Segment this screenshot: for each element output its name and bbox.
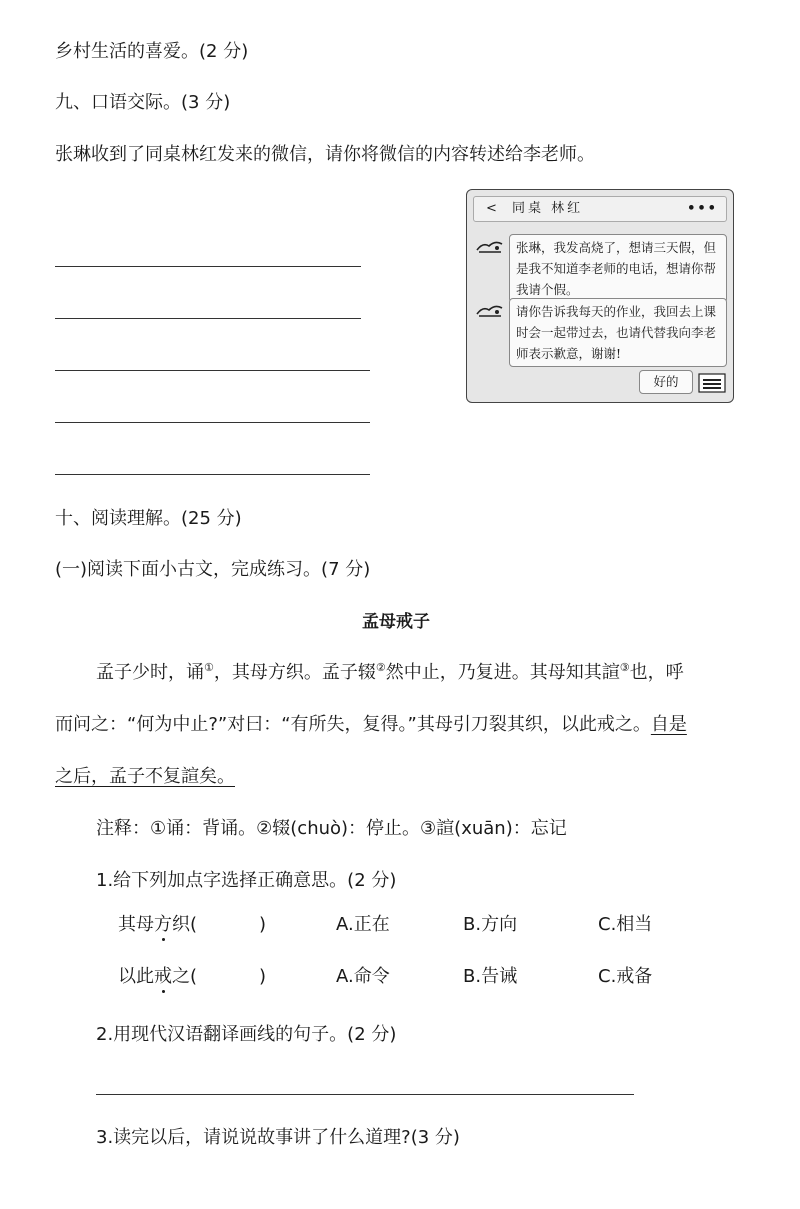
q9-answer-line-5[interactable] <box>55 474 370 475</box>
note-marker-2: ② <box>375 661 386 674</box>
more-icon: ••• <box>687 201 718 216</box>
q9-prompt: 张琳收到了同桌林红发来的微信，请你将微信的内容转述给李老师。 <box>55 144 595 165</box>
sq2-answer-line[interactable] <box>96 1094 634 1095</box>
chat-message-1: 张琳，我发高烧了，想请三天假，但是我不知道李老师的电话，想请你帮我请个假。 <box>509 234 727 303</box>
sq1-row2-option-a: A.命令 <box>336 966 390 987</box>
dotted-char: 方 <box>154 914 172 935</box>
q10-heading: 十、阅读理解。(25 分) <box>55 508 242 529</box>
note-marker-3: ③ <box>619 661 630 674</box>
sq3-prompt: 3.读完以后，请说说故事讲了什么道理?(3 分) <box>96 1127 460 1148</box>
wechat-screenshot <box>466 189 734 403</box>
q8-tail-text: 乡村生活的喜爱。(2 分) <box>55 41 249 62</box>
notes: 注释：①诵：背诵。②辍(chuò)：停止。③諠(xuān)：忘记 <box>96 818 567 839</box>
chat-title: 同桌 林红 <box>512 201 584 216</box>
underlined-sentence-end: 之后，孟子不复諠矣。 <box>55 766 235 787</box>
q10-part1-heading: (一)阅读下面小古文，完成练习。(7 分) <box>55 559 371 580</box>
q9-answer-line-3[interactable] <box>55 370 370 371</box>
q9-answer-line-4[interactable] <box>55 422 370 423</box>
sq1-prompt: 1.给下列加点字选择正确意思。(2 分) <box>96 870 397 891</box>
sq1-row2-option-c: C.戒备 <box>598 966 653 987</box>
chat-message-2: 请你告诉我每天的作业，我回去上课时会一起带过去，也请代替我向李老师表示歉意，谢谢! <box>509 298 727 367</box>
friend-avatar-icon <box>475 238 505 254</box>
sq1-row1-option-b: B.方向 <box>463 914 518 935</box>
story-title: 孟母戒子 <box>362 612 430 632</box>
sq1-row2-close[interactable]: ) <box>259 966 267 987</box>
chat-header <box>473 196 727 222</box>
story-line-3 <box>55 765 235 789</box>
q9-answer-line-1[interactable] <box>55 266 361 267</box>
story-line-1: 孟子少时，诵①，其母方织。孟子辍②然中止，乃复进。其母知其諠③也，呼 <box>96 661 684 683</box>
sq1-row2-option-b: B.告诫 <box>463 966 518 987</box>
sq1-row2-stem: 以此戒之( <box>118 966 198 987</box>
q9-answer-line-2[interactable] <box>55 318 361 319</box>
sq1-row1-option-c: C.相当 <box>598 914 653 935</box>
story-line-2: 而问之：“何为中止?”对曰：“有所失，复得。”其母引刀裂其织，以此戒之。自是 <box>55 714 687 735</box>
friend-avatar-icon <box>475 302 505 318</box>
sq1-row1-stem: 其母方织( <box>118 914 198 935</box>
chat-reply: 好的 <box>639 370 693 394</box>
note-marker-1: ① <box>204 661 214 674</box>
sq1-row1-option-a: A.正在 <box>336 914 390 935</box>
underlined-sentence-start: 自是 <box>650 714 687 735</box>
sq2-prompt: 2.用现代汉语翻译画线的句子。(2 分) <box>96 1024 397 1045</box>
user-avatar-icon <box>697 372 727 394</box>
sq1-row1-close[interactable]: ) <box>259 914 267 935</box>
q9-heading: 九、口语交际。(3 分) <box>55 92 231 113</box>
back-arrow-icon: < <box>486 201 497 216</box>
dotted-char: 戒 <box>154 966 172 987</box>
